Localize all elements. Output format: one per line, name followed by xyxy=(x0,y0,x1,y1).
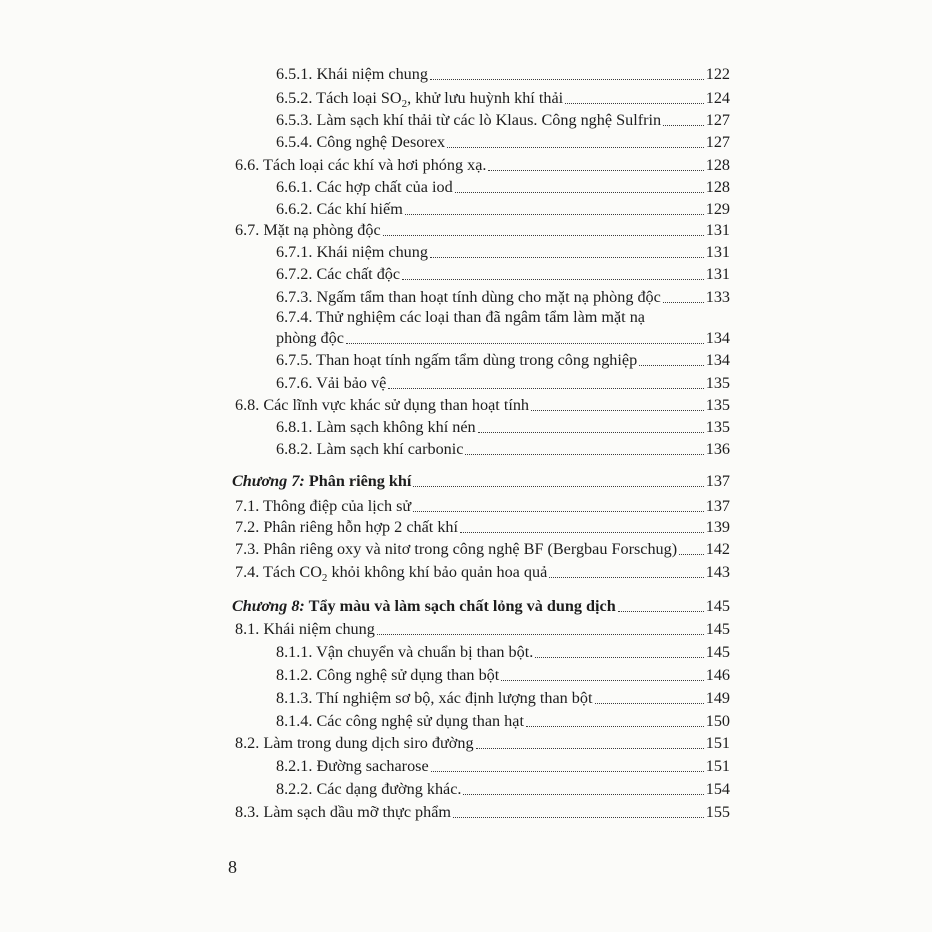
toc-page-number: 154 xyxy=(705,780,730,798)
toc-page-number: 135 xyxy=(705,396,730,414)
toc-entry xyxy=(276,177,730,197)
dot-leader xyxy=(663,302,704,303)
toc-entry xyxy=(276,779,730,799)
dot-leader xyxy=(431,771,704,772)
toc-page-number: 122 xyxy=(705,65,730,83)
toc-entry-title: 8.1.1. Vận chuyển và chuẩn bị than bột. xyxy=(276,643,534,661)
toc-page-number: 137 xyxy=(705,497,730,515)
toc-entry xyxy=(276,132,730,152)
toc-entry xyxy=(276,350,730,370)
chapter-title: Phân riêng khí xyxy=(304,472,412,490)
dot-leader xyxy=(460,532,704,533)
toc-entry-title: 6.7.1. Khái niệm chung xyxy=(276,243,428,261)
toc-entry-title: 6.8.1. Làm sạch không khí nén xyxy=(276,418,476,436)
chapter-title: Tẩy màu và làm sạch chất lỏng và dung dịch xyxy=(304,597,616,615)
toc-entry-title xyxy=(232,471,411,491)
toc-entry xyxy=(276,328,730,348)
toc-page-number: 135 xyxy=(705,374,730,392)
toc-page-number: 155 xyxy=(705,803,730,821)
dot-leader xyxy=(463,794,703,795)
toc-page-number: 131 xyxy=(705,243,730,261)
dot-leader xyxy=(413,511,704,512)
toc-page-number: 131 xyxy=(705,221,730,239)
toc-entry-title: 8.1.4. Các công nghệ sử dụng than hạt xyxy=(276,712,524,730)
toc-page-number: 151 xyxy=(705,734,730,752)
toc-entry-title: 6.5.3. Làm sạch khí thải từ các lò Klaus. Công nghệ Sulfrin xyxy=(276,111,662,129)
dot-leader xyxy=(388,388,703,389)
toc-page-number: 145 xyxy=(705,597,730,615)
toc-entry xyxy=(235,155,730,175)
toc-page-number: 149 xyxy=(705,689,730,707)
toc-page-number: 150 xyxy=(705,712,730,730)
toc-entry-title: 6.6.2. Các khí hiếm xyxy=(276,200,403,218)
toc-page-number: 136 xyxy=(705,440,730,458)
toc-entry-title: 8.1.3. Thí nghiệm sơ bộ, xác định lượng than bột xyxy=(276,689,593,707)
toc-page-number: 135 xyxy=(705,418,730,436)
toc-entry-title: 8.2.2. Các dạng đường khác. xyxy=(276,780,462,798)
toc-entry-title xyxy=(232,596,616,616)
toc-entry xyxy=(276,110,730,130)
dot-leader xyxy=(413,486,703,487)
toc-entry xyxy=(235,619,730,639)
toc-entry xyxy=(276,711,730,731)
toc-page-number: 128 xyxy=(705,178,730,196)
toc-page-number: 129 xyxy=(705,200,730,218)
toc-entry-title: 8.2. Làm trong dung dịch siro đường xyxy=(235,734,474,752)
dot-leader xyxy=(478,432,704,433)
toc-entry xyxy=(276,287,730,307)
toc-page-number: 137 xyxy=(705,472,730,490)
toc-page-number: 139 xyxy=(705,518,730,536)
toc-page-number: 145 xyxy=(705,620,730,638)
toc-page-number: 134 xyxy=(705,329,730,347)
dot-leader xyxy=(595,703,704,704)
toc-entry xyxy=(276,199,730,219)
toc-page-number: 134 xyxy=(705,351,730,369)
toc-entry-title: 8.1. Khái niệm chung xyxy=(235,620,375,638)
toc-entry-title: 8.3. Làm sạch dầu mỡ thực phẩm xyxy=(235,803,452,821)
dot-leader xyxy=(377,634,704,635)
dot-leader xyxy=(405,214,704,215)
dot-leader xyxy=(465,454,703,455)
toc-entry-title: 6.6. Tách loại các khí và hơi phóng xạ. xyxy=(235,156,487,174)
toc-entry-title: 6.7.3. Ngấm tẩm than hoạt tính dùng cho mặt nạ phòng độc xyxy=(276,288,661,306)
dot-leader xyxy=(549,577,703,578)
toc-entry xyxy=(276,688,730,708)
dot-leader xyxy=(346,343,704,344)
dot-leader xyxy=(455,192,704,193)
toc-entry xyxy=(276,264,730,284)
toc-entry xyxy=(235,395,730,415)
toc-page-number: 128 xyxy=(705,156,730,174)
toc-entry xyxy=(276,373,730,393)
dot-leader xyxy=(663,125,704,126)
toc-entry-title: 6.7.5. Than hoạt tính ngấm tẩm dùng trong công nghiệp xyxy=(276,351,638,369)
toc-entry-title: 6.7.2. Các chất độc xyxy=(276,265,401,283)
dot-leader xyxy=(531,410,704,411)
toc-page-number: 151 xyxy=(705,757,730,775)
toc-entry-title: 6.6.1. Các hợp chất của iod xyxy=(276,178,453,196)
dot-leader xyxy=(618,611,704,612)
dot-leader xyxy=(430,257,704,258)
toc-page-number: 146 xyxy=(705,666,730,684)
toc-entry xyxy=(235,802,730,822)
toc-entry xyxy=(235,562,730,585)
toc-page-number: 133 xyxy=(705,288,730,306)
toc-entry-title: 7.2. Phân riêng hỗn hợp 2 chất khí xyxy=(235,518,459,536)
chapter-prefix: Chương 8: xyxy=(232,597,305,615)
toc-entry-title: 6.8. Các lĩnh vực khác sử dụng than hoạt tính xyxy=(235,396,530,414)
toc-entry xyxy=(235,517,730,537)
dot-leader xyxy=(679,554,704,555)
toc-entry xyxy=(276,64,730,84)
dot-leader xyxy=(488,170,703,171)
dot-leader xyxy=(535,657,703,658)
toc-entry xyxy=(232,596,730,616)
toc-entry-title: 6.5.1. Khái niệm chung xyxy=(276,65,428,83)
toc-page-number: 145 xyxy=(705,643,730,661)
dot-leader xyxy=(501,680,703,681)
toc-entry-title: 8.1.2. Công nghệ sử dụng than bột xyxy=(276,666,500,684)
toc-entry-title: 7.3. Phân riêng oxy và nitơ trong công nghệ BF (Bergbau Forschug) xyxy=(235,540,678,558)
toc-entry-title: 6.5.4. Công nghệ Desorex xyxy=(276,133,446,151)
toc-entry xyxy=(276,88,730,111)
dot-leader xyxy=(639,365,704,366)
dot-leader xyxy=(526,726,704,727)
toc-page-number: 127 xyxy=(705,133,730,151)
toc-page-number: 127 xyxy=(705,111,730,129)
toc-page-number: 143 xyxy=(705,563,730,581)
dot-leader xyxy=(447,147,704,148)
toc-entry-title: 7.1. Thông điệp của lịch sử xyxy=(235,497,412,515)
toc-entry xyxy=(276,642,730,662)
dot-leader xyxy=(402,279,704,280)
toc-entry xyxy=(276,417,730,437)
dot-leader xyxy=(565,103,704,104)
toc-entry xyxy=(235,220,730,240)
toc-entry-title: 6.7. Mặt nạ phòng độc xyxy=(235,221,381,239)
dot-leader xyxy=(476,748,704,749)
toc-entry xyxy=(276,307,730,327)
toc-entry xyxy=(276,756,730,776)
toc-entry-title: 6.5.2. Tách loại $SO_2$, khử lưu huỳnh khí thải xyxy=(276,89,564,111)
toc-entry xyxy=(276,665,730,685)
toc-page-number: 131 xyxy=(705,265,730,283)
toc-entry-title: 7.4. Tách $CO_2$ khỏi không khí bảo quản hoa quả xyxy=(235,563,548,585)
toc-page-number: 124 xyxy=(705,89,730,107)
toc-entry-title: 8.2.1. Đường sacharose xyxy=(276,757,429,775)
page-number: 8 xyxy=(228,857,237,877)
dot-leader xyxy=(430,79,704,80)
toc-entry xyxy=(235,733,730,753)
toc-entry-title: 6.7.4. Thử nghiệm các loại than đã ngâm tẩm làm mặt nạ xyxy=(276,308,645,326)
dot-leader xyxy=(383,235,704,236)
toc-entry-title: phòng độc xyxy=(276,329,344,347)
toc-entry-title: 6.7.6. Vải bảo vệ xyxy=(276,374,387,392)
toc-entry xyxy=(276,242,730,262)
toc-entry xyxy=(235,539,730,559)
toc-entry-title: 6.8.2. Làm sạch khí carbonic xyxy=(276,440,464,458)
toc-entry xyxy=(276,439,730,459)
toc-entry xyxy=(235,496,730,516)
toc-page-number: 142 xyxy=(705,540,730,558)
chapter-prefix: Chương 7: xyxy=(232,472,305,490)
toc-entry xyxy=(232,471,730,491)
dot-leader xyxy=(453,817,704,818)
